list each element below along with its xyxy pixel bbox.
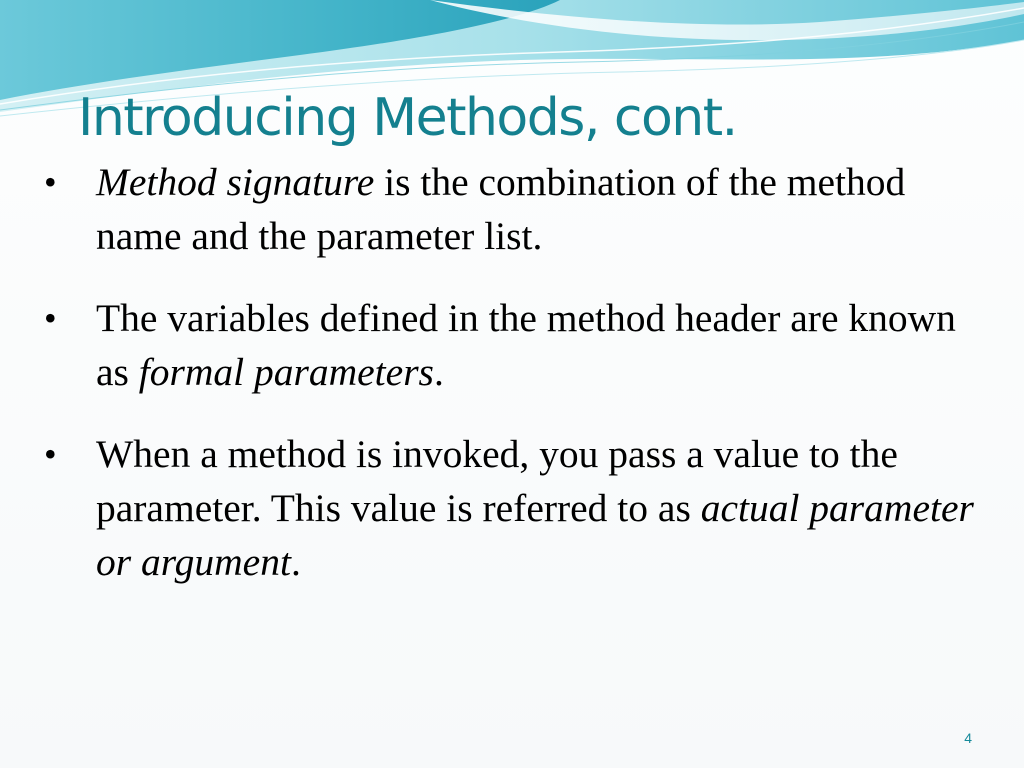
- bullet-glyph: •: [44, 162, 57, 202]
- bullet-list: [0, 155, 1024, 617]
- bullet-glyph: •: [44, 298, 57, 338]
- slide-page-number: 4: [964, 730, 972, 746]
- bullet-item: [0, 155, 1024, 263]
- bullet-term-italic: Method signature: [96, 160, 375, 204]
- bullet-item: [0, 291, 1024, 399]
- bullet-item: [0, 427, 1024, 589]
- bullet-text: .: [290, 540, 301, 584]
- bullet-text: The variables defined in the method header are known as: [96, 296, 956, 394]
- bullet-term-italic: formal parameters: [138, 350, 434, 394]
- bullet-text: When a method is invoked, you pass a value to the parameter. This value is referred to as: [96, 432, 898, 530]
- bullet-text: is the combination of the method name and the parameter list.: [96, 160, 906, 258]
- bullet-glyph: •: [44, 434, 57, 474]
- bullet-term-italic: actual parameter or argument: [96, 486, 974, 584]
- bullet-text: .: [433, 350, 444, 394]
- slide-title: Introducing Methods, cont.: [78, 88, 737, 148]
